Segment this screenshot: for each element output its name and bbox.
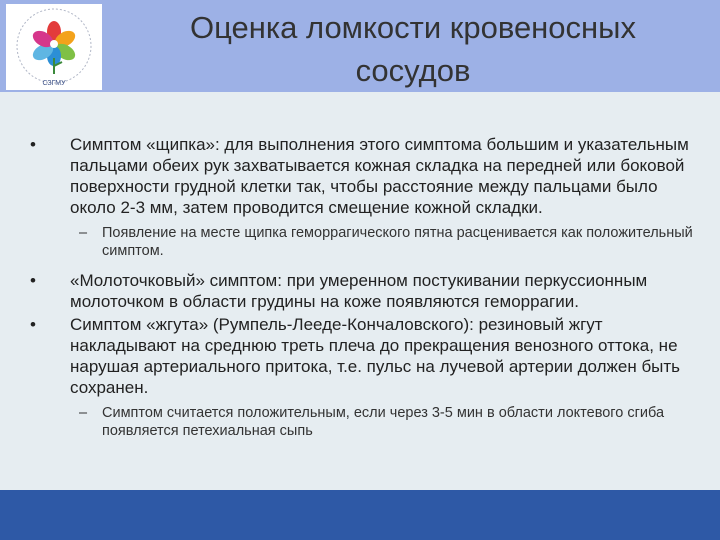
sub-bullet-text: Появление на месте щипка геморрагического пятна расценивается как положительный симптом.	[102, 225, 693, 259]
list-item	[30, 270, 700, 312]
dash-icon: –	[79, 225, 88, 241]
list-item	[30, 134, 700, 260]
bullet-list	[30, 134, 700, 440]
list-item	[30, 314, 700, 440]
flower-logo-icon	[6, 4, 102, 90]
bullet-icon: •	[30, 271, 36, 290]
logo-text: СЗГМУ	[42, 80, 66, 87]
page-title: Оценка ломкости кровеносных сосудов	[190, 10, 636, 88]
bullet-text: Симптом «жгута» (Румпель-Лееде-Кончаловского): резиновый жгут накладывают на среднюю треть плеча до прекращения венозного оттока, не нарушая артериального притока, т.е. пульс на лучевой артерии должен быть сохранен.	[70, 315, 681, 397]
dash-icon: –	[79, 405, 88, 421]
sub-bullet-text: Симптом считается положительным, если через 3-5 мин в области локтевого сгиба появляется петехиальная сыпь	[102, 405, 665, 439]
footer-bar	[0, 490, 720, 540]
bullet-text: «Молоточковый» симптом: при умеренном постукивании перкуссионным молоточком в области грудины на коже появляются геморрагии.	[70, 271, 648, 311]
header-bar	[0, 0, 720, 92]
bullet-icon: •	[30, 315, 36, 334]
bullet-text: Симптом «щипка»: для выполнения этого симптома большим и указательным пальцами обеих рук захватывается кожная складка на передней или боковой поверхности грудной клетки так, чтобы расстояние между пальцами было около 2-3 мм, затем проводится смещение кожной складки.	[70, 135, 689, 217]
university-logo	[6, 4, 102, 90]
bullet-icon: •	[30, 135, 36, 154]
